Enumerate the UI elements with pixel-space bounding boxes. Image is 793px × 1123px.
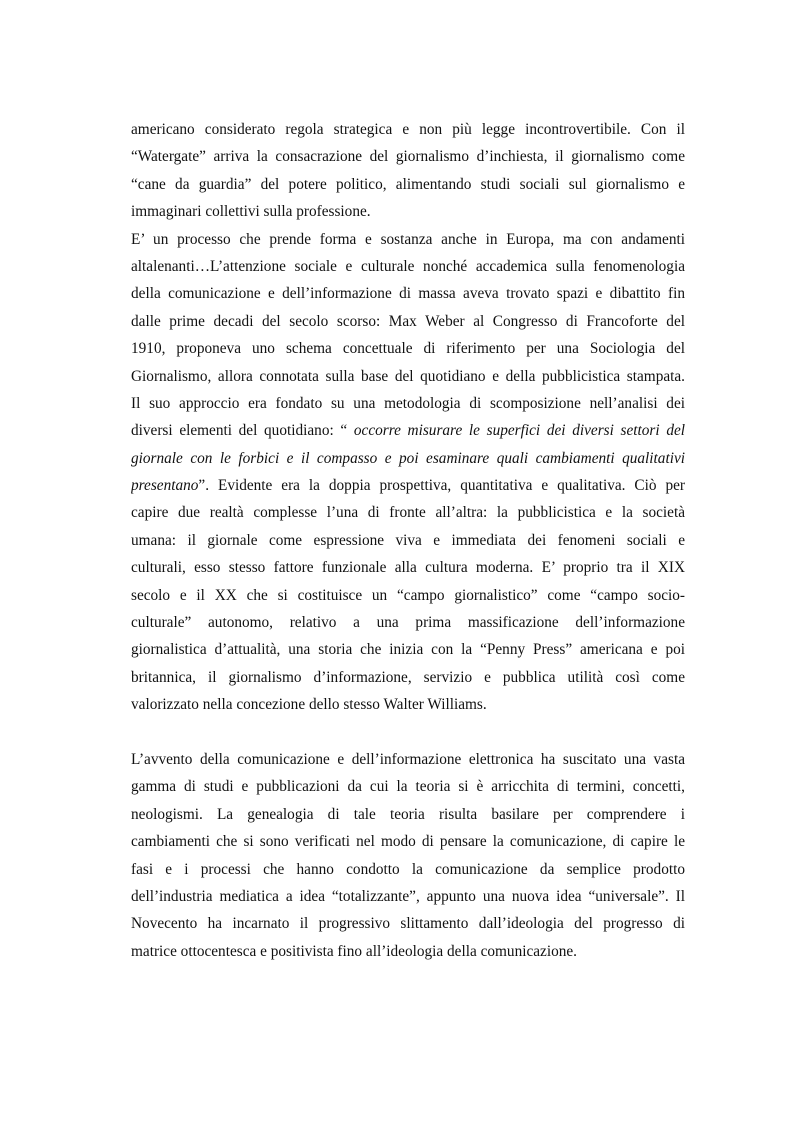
text-line: Novecento ha incarnato il progressivo slittamento dall’ideologia del progresso di: [131, 915, 685, 933]
text-line: umana: il giornale come espressione viva e immediata dei fenomeni sociali e: [131, 531, 685, 549]
text-line: culturali, esso stesso fattore funzionale alla cultura moderna. E’ proprio tra il XIX: [131, 559, 685, 577]
text-run: diversi elementi del quotidiano: “: [131, 422, 354, 440]
text-line: immaginari collettivi sulla professione.: [131, 203, 371, 221]
text-line: altalenanti…L’attenzione sociale e culturale nonché accademica sulla fenomenologia: [131, 257, 685, 275]
text-line: Giornalismo, allora connotata sulla base del quotidiano e della pubblicistica stampata.: [131, 367, 685, 385]
quotation-italic: occorre misurare le superfici dei diversi settori del: [353, 422, 685, 440]
paragraph-2: [131, 226, 685, 719]
text-line: cambiamenti che si sono verificati nel modo di pensare la comunicazione, di capire le: [131, 833, 685, 851]
text-line: [131, 445, 685, 472]
text-line: della comunicazione e dell’informazione di massa aveva trovato spazi e dibattito fin: [131, 285, 685, 303]
text-line: fasi e i processi che hanno condotto la comunicazione da semplice prodotto: [131, 860, 685, 878]
text-line: E’ un processo che prende forma e sostanza anche in Europa, ma con andamenti: [131, 230, 685, 248]
text-line: britannica, il giornalismo d’informazione, servizio e pubblica utilità così come: [131, 668, 685, 686]
text-line: L’avvento della comunicazione e dell’informazione elettronica ha suscitato una vasta: [131, 750, 685, 768]
text-line: americano considerato regola strategica e non più legge incontrovertibile. Con il: [131, 121, 685, 138]
text-line: dell’industria mediatica a idea “totalizzante”, appunto una nuova idea “universale”. Il: [131, 887, 685, 905]
text-line: Il suo approccio era fondato su una metodologia di scomposizione nell’analisi dei: [131, 394, 685, 412]
text-line: [131, 472, 685, 499]
paragraph-spacer: [131, 719, 685, 746]
text-line: dalle prime decadi del secolo scorso: Max Weber al Congresso di Francoforte del: [131, 312, 685, 330]
document-page: [131, 116, 685, 965]
text-line: matrice ottocentesca e positivista fino all’ideologia della comunicazione.: [131, 942, 577, 960]
text-line: “cane da guardia” del potere politico, alimentando studi sociali sul giornalismo e: [131, 175, 685, 193]
text-line: [131, 417, 685, 444]
paragraph-3: [131, 746, 685, 965]
text-line: “Watergate” arriva la consacrazione del giornalismo d’inchiesta, il giornalismo come: [131, 148, 685, 166]
text-line: 1910, proponeva uno schema concettuale di riferimento per una Sociologia del: [131, 340, 685, 358]
text-line: gamma di studi e pubblicazioni da cui la teoria si è arricchita di termini, concetti,: [131, 778, 685, 796]
text-line: giornalistica d’attualità, una storia che inizia con la “Penny Press” americana e poi: [131, 641, 685, 659]
quotation-italic: giornale con le forbici e il compasso e poi esaminare quali cambiamenti qualitativi: [131, 449, 685, 467]
text-line: culturale” autonomo, relativo a una prima massificazione dell’informazione: [131, 614, 685, 632]
paragraph-1: [131, 116, 685, 226]
text-line: capire due realtà complesse l’una di fronte all’altra: la pubblicistica e la società: [131, 504, 685, 522]
text-line: secolo e il XX che si costituisce un “campo giornalistico” come “campo socio-: [131, 586, 685, 604]
text-line: valorizzato nella concezione dello stesso Walter Williams.: [131, 696, 487, 714]
text-line: neologismi. La genealogia di tale teoria risulta basilare per comprendere i: [131, 805, 685, 823]
quotation-italic: presentano: [131, 477, 199, 495]
text-run: ”. Evidente era la doppia prospettiva, quantitativa e qualitativa. Ciò per: [198, 477, 685, 495]
